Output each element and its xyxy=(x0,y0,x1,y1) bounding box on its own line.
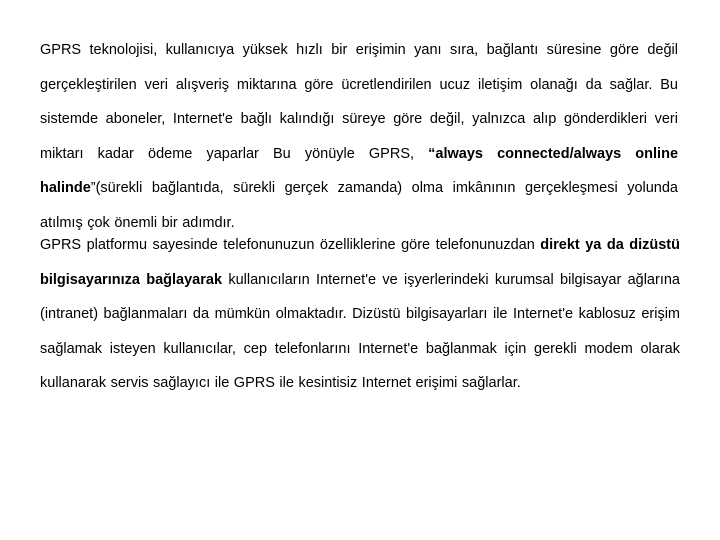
paragraph-1-bold-phrase: “always connected/always online halinde xyxy=(40,145,679,196)
paragraph-gprs-pricing xyxy=(40,33,678,240)
paragraph-2-text-b: kullanıcıların Internet'e ve işyerlerindeki kurumsal bilgisayar ağlarına (intranet) bağlanmaları da mümkün olmaktadır. Dizüstü bilgisayarları ile Internet'e kablosuz erişim sağlamak isteyen kullanıcılar, cep telefonlarını Internet'e bağlanmak için gerekli modem olarak kullanarak servis sağlayıcı ile GPRS ile kesintisiz Internet erişimi sağlarlar. xyxy=(40,271,680,391)
paragraph-2-text-a: GPRS platformu sayesinde telefonunuzun özelliklerine göre telefonunuzdan xyxy=(40,237,541,253)
paragraph-2-bold-phrase: direkt ya da dizüstü bilgisayarınıza bağlayarak xyxy=(40,237,680,288)
paragraph-1-text-b: ”(sürekli bağlantıda, sürekli gerçek zamanda) olma imkânının gerçekleşmesi yolunda atılmış çok önemli bir adımdır. xyxy=(40,180,678,231)
paragraph-1-text-a: GPRS teknolojisi, kullanıcıya yüksek hızlı bir erişimin yanı sıra, bağlantı süresine göre değil gerçekleştirilen veri alışveriş miktarına göre ücretlendirilen ucuz iletişim olanağı da sağlar. Bu sistemde aboneler, Internet'e bağlı kalındığı süreye göre değil, yalnızca alıp gönderdikleri veri miktarı kadar ödeme yaparlar Bu yönüyle GPRS, xyxy=(40,42,678,162)
paragraph-gprs-connectivity xyxy=(40,228,680,401)
